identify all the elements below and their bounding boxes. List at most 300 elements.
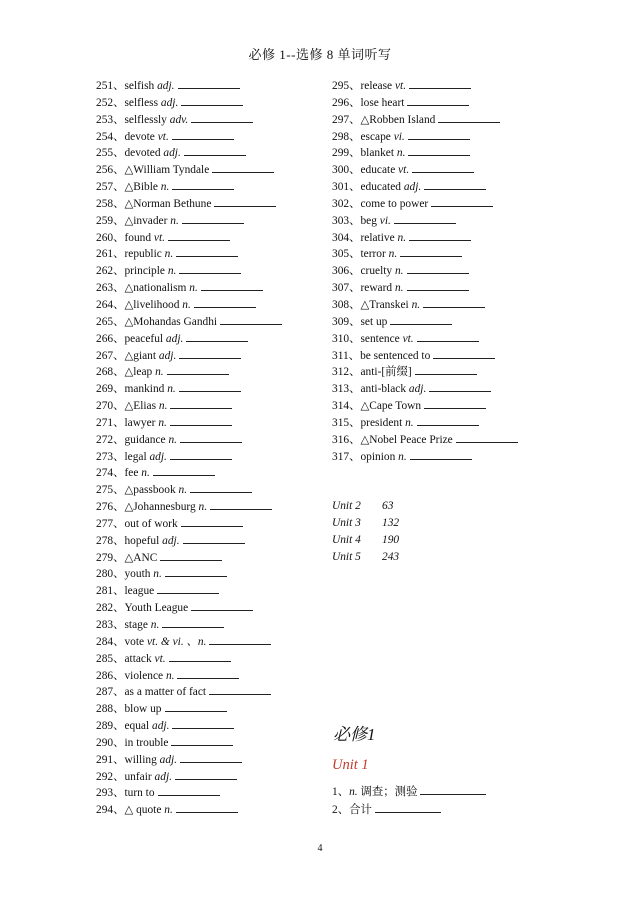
word-item: [96, 246, 326, 263]
part-of-speech: adj.: [157, 80, 175, 92]
item-word: violence: [124, 669, 164, 682]
item-word: △nationalism: [124, 282, 187, 295]
answer-blank-line: [410, 449, 472, 460]
item-word: release: [360, 80, 393, 92]
word-item: [332, 398, 562, 415]
word-item: [96, 516, 326, 533]
answer-blank-line: [165, 701, 227, 712]
item-word: terror: [360, 248, 386, 261]
item-word: unfair: [124, 770, 152, 783]
unit-name: Unit 3: [332, 517, 361, 529]
item-word: fee: [124, 467, 139, 480]
word-item: [96, 263, 326, 280]
part-of-speech: vt.: [402, 332, 414, 345]
word-item: [332, 297, 562, 314]
answer-blank-line: [407, 280, 469, 291]
item-word: △livelihood: [124, 298, 180, 311]
word-item: [96, 196, 326, 213]
part-of-speech: vi.: [379, 214, 391, 227]
word-item: [96, 78, 326, 95]
item-word: republic: [124, 248, 162, 261]
part-of-speech: adj.: [159, 753, 178, 766]
item-number: 288、: [96, 703, 125, 716]
item-word: peaceful: [124, 332, 164, 345]
word-item: [96, 162, 326, 179]
answer-blank-line: [162, 617, 224, 628]
unit1-item-list: [332, 783, 486, 819]
item-number: 281、: [96, 585, 125, 598]
unit-name: Unit 4: [332, 534, 361, 546]
item-word: guidance: [124, 433, 166, 446]
item-word: lose heart: [360, 96, 405, 109]
word-item: [332, 381, 562, 398]
answer-blank-line: [429, 381, 491, 392]
item-number: 275、: [96, 484, 125, 497]
item-number: 312、: [332, 366, 361, 379]
book-title: 必修1: [333, 725, 376, 744]
item-number: 1、: [332, 786, 350, 798]
item-number: 252、: [96, 96, 125, 109]
word-item: [96, 449, 326, 466]
word-item: [332, 213, 562, 230]
answer-blank-line: [179, 381, 241, 392]
item-number: 279、: [96, 551, 125, 564]
part-of-speech: n.: [155, 366, 164, 379]
word-item: [332, 348, 562, 365]
item-number: 303、: [332, 214, 361, 227]
answer-blank-line: [172, 179, 234, 190]
word-item: [96, 499, 326, 516]
part-of-speech: n.: [396, 147, 406, 160]
item-word: △William Tyndale: [124, 164, 210, 177]
item-number: 268、: [96, 366, 125, 379]
item-word: selfish: [124, 80, 155, 92]
item-word: out of work: [124, 517, 178, 530]
answer-blank-line: [407, 263, 469, 274]
part-of-speech: adj.: [149, 450, 167, 463]
item-number: 286、: [96, 669, 125, 682]
item-word: sentence: [360, 332, 400, 345]
answer-blank-line: [170, 415, 232, 426]
part-of-speech: adj.: [160, 96, 179, 109]
item-number: 299、: [332, 147, 361, 160]
item-word: president: [360, 416, 403, 429]
word-item: [96, 331, 326, 348]
word-item: [96, 718, 326, 735]
part-of-speech: n.: [411, 298, 421, 311]
answer-blank-line: [209, 634, 271, 645]
answer-blank-line: [433, 348, 495, 359]
item-word: blow up: [124, 703, 162, 716]
item-number: 300、: [332, 164, 361, 177]
part-of-speech: adj.: [158, 349, 177, 362]
page-header: 必修 1--选修 8 单词听写: [248, 47, 392, 62]
item-number: 261、: [96, 248, 125, 261]
part-of-speech: n.: [167, 265, 177, 278]
part-of-speech: n.: [189, 282, 198, 295]
answer-blank-line: [210, 499, 272, 510]
word-item: [332, 246, 562, 263]
word-item: [96, 634, 326, 651]
part-of-speech: vt.: [398, 164, 410, 177]
item-word: reward: [360, 282, 393, 295]
item-word: as a matter of fact: [124, 686, 207, 699]
part-of-speech: n.: [170, 214, 179, 227]
right-word-column: [332, 78, 562, 465]
item-number: 259、: [96, 214, 125, 227]
unit-name: Unit 5: [332, 551, 361, 563]
item-word: legal: [124, 450, 147, 463]
part-of-speech: n.: [158, 400, 168, 413]
item-word: anti-black: [360, 383, 407, 396]
word-item: [332, 314, 562, 331]
item-word: mankind: [124, 383, 165, 396]
word-item: [332, 230, 562, 247]
part-of-speech: adj.: [408, 383, 427, 396]
unit-title: Unit 1: [332, 757, 369, 773]
part-of-speech: n.: [160, 181, 170, 194]
part-of-speech: n.: [198, 501, 208, 514]
item-number: 251、: [96, 80, 125, 92]
answer-blank-line: [212, 162, 274, 173]
word-item: [96, 701, 326, 718]
word-item: [96, 112, 326, 129]
item-word: blanket: [360, 147, 395, 160]
item-number: 283、: [96, 619, 125, 631]
answer-blank-line: [415, 364, 477, 375]
answer-blank-line: [423, 297, 485, 308]
answer-blank-line: [170, 449, 232, 460]
word-item: [96, 752, 326, 769]
part-of-speech: n.: [394, 282, 404, 295]
word-item: [332, 263, 562, 280]
item-word: △Bible: [124, 181, 158, 194]
word-item: [332, 112, 562, 129]
item-number: 298、: [332, 130, 361, 143]
item-number: 317、: [332, 450, 361, 463]
word-item: [96, 600, 326, 617]
answer-blank-line: [168, 230, 230, 241]
answer-blank-line: [407, 95, 469, 106]
answer-blank-line: [190, 482, 252, 493]
part-of-speech: n.: [150, 619, 160, 631]
part-of-speech: n.: [164, 248, 174, 261]
item-number: 282、: [96, 602, 125, 615]
item-word: △Robben Island: [360, 113, 436, 126]
item-number: 253、: [96, 113, 125, 126]
answer-blank-line: [171, 735, 233, 746]
item-number: 311、: [332, 349, 361, 362]
item-number: 254、: [96, 130, 125, 143]
item-number: 272、: [96, 433, 125, 446]
part-of-speech: n.: [153, 568, 162, 581]
word-item: [332, 415, 562, 432]
answer-blank-line: [172, 718, 234, 729]
item-word: △Cape Town: [360, 400, 422, 413]
word-item: [332, 129, 562, 146]
page-number: 4: [317, 843, 323, 854]
answer-blank-line: [417, 331, 479, 342]
item-word: devoted: [124, 147, 161, 160]
item-number: 304、: [332, 231, 361, 244]
part-of-speech: n.: [165, 669, 175, 682]
part-of-speech: vt. & vi. 、n.: [146, 635, 207, 648]
word-item: [96, 381, 326, 398]
item-word: △leap: [124, 366, 153, 379]
word-item: [96, 297, 326, 314]
answer-blank-line: [169, 651, 231, 662]
item-word: △giant: [124, 349, 157, 362]
item-number: 305、: [332, 248, 361, 261]
part-of-speech: vt.: [394, 80, 407, 92]
item-number: 258、: [96, 197, 125, 210]
answer-blank-line: [186, 331, 248, 342]
word-item: [96, 684, 326, 701]
item-number: 277、: [96, 517, 125, 530]
item-word: attack: [124, 652, 152, 665]
left-word-column: [96, 78, 326, 819]
part-of-speech: n.: [405, 416, 414, 429]
answer-blank-line: [394, 213, 456, 224]
item-word: selflessly: [124, 113, 167, 126]
item-number: 294、: [96, 804, 125, 817]
item-number: 269、: [96, 383, 125, 396]
unit-summary-row: [332, 549, 399, 566]
item-number: 256、: [96, 164, 125, 177]
unit1-item: [332, 783, 486, 801]
answer-blank-line: [181, 95, 243, 106]
item-number: 274、: [96, 467, 125, 480]
item-word: opinion: [360, 450, 396, 463]
unit1-item: [332, 801, 486, 819]
item-word: Youth League: [124, 602, 189, 615]
unit-summary-row: [332, 532, 399, 549]
answer-blank-line: [438, 112, 500, 123]
item-word: △Transkei: [360, 298, 409, 311]
item-word: escape: [360, 130, 391, 143]
item-number: 267、: [96, 349, 125, 362]
word-item: [96, 230, 326, 247]
answer-blank-line: [400, 246, 462, 257]
answer-blank-line: [214, 196, 276, 207]
item-word: in trouble: [124, 736, 169, 749]
word-item: [96, 129, 326, 146]
unit-count: 243: [382, 551, 400, 563]
answer-blank-line: [160, 550, 222, 561]
answer-blank-line: [390, 314, 452, 325]
answer-blank-line: [456, 432, 518, 443]
item-word: △ quote: [124, 804, 162, 817]
answer-blank-line: [179, 348, 241, 359]
item-number: 308、: [332, 298, 361, 311]
answer-blank-line: [375, 802, 441, 813]
item-word: willing: [124, 753, 157, 766]
item-number: 280、: [96, 568, 125, 581]
item-number: 265、: [96, 315, 125, 328]
item-number: 295、: [332, 80, 361, 92]
item-number: 255、: [96, 147, 125, 160]
item-word: △Elias: [124, 400, 157, 413]
item-number: 276、: [96, 501, 125, 514]
item-word: educate: [360, 164, 396, 177]
item-word: be sentenced to: [360, 349, 431, 362]
answer-blank-line: [431, 196, 493, 207]
item-number: 314、: [332, 400, 361, 413]
answer-blank-line: [201, 280, 263, 291]
part-of-speech: n.: [182, 298, 191, 311]
item-word: △passbook: [124, 484, 176, 497]
item-number: 257、: [96, 181, 125, 194]
answer-blank-line: [412, 162, 474, 173]
answer-blank-line: [157, 583, 219, 594]
item-word: beg: [360, 214, 377, 227]
part-of-speech: adj.: [165, 332, 184, 345]
word-item: [96, 785, 326, 802]
word-item: [332, 162, 562, 179]
word-item: [332, 179, 562, 196]
answer-blank-line: [158, 785, 220, 796]
unit-name: Unit 2: [332, 500, 361, 512]
word-item: [96, 95, 326, 112]
word-item: [96, 550, 326, 567]
item-word: come to power: [360, 197, 429, 210]
item-meaning: 调查；测验: [360, 786, 418, 798]
item-number: 293、: [96, 787, 125, 800]
item-word: principle: [124, 265, 165, 278]
item-number: 307、: [332, 282, 361, 295]
word-item: [96, 617, 326, 634]
unit-summary-row: [332, 515, 399, 532]
word-item: [96, 735, 326, 752]
part-of-speech: vi.: [393, 130, 405, 143]
part-of-speech: n.: [141, 467, 150, 480]
item-number: 296、: [332, 96, 361, 109]
item-number: 271、: [96, 416, 125, 429]
word-item: [96, 348, 326, 365]
item-word: youth: [124, 568, 151, 581]
answer-blank-line: [424, 179, 486, 190]
item-number: 306、: [332, 265, 361, 278]
item-word: △Nobel Peace Prize: [360, 433, 453, 446]
word-item: [96, 145, 326, 162]
answer-blank-line: [153, 465, 215, 476]
answer-blank-line: [417, 415, 479, 426]
word-item: [332, 432, 562, 449]
answer-blank-line: [167, 364, 229, 375]
item-number: 264、: [96, 298, 125, 311]
answer-blank-line: [180, 432, 242, 443]
part-of-speech: n.: [398, 450, 407, 463]
item-word: devote: [124, 130, 155, 143]
item-meaning: 合计: [349, 804, 372, 816]
word-item: [96, 432, 326, 449]
item-number: 290、: [96, 736, 125, 749]
part-of-speech: vt.: [153, 231, 165, 244]
item-word: stage: [124, 619, 148, 631]
part-of-speech: vt.: [154, 652, 166, 665]
part-of-speech: n.: [158, 416, 167, 429]
part-of-speech: n.: [349, 786, 358, 798]
answer-blank-line: [191, 112, 253, 123]
answer-blank-line: [183, 533, 245, 544]
item-word: cruelty: [360, 265, 393, 278]
part-of-speech: adv.: [169, 113, 189, 126]
item-word: found: [124, 231, 152, 244]
answer-blank-line: [178, 78, 240, 89]
unit-count: 63: [382, 500, 394, 512]
word-item: [96, 769, 326, 786]
answer-blank-line: [172, 129, 234, 140]
answer-blank-line: [182, 213, 244, 224]
part-of-speech: n.: [168, 433, 178, 446]
item-number: 292、: [96, 770, 125, 783]
unit-summary-list: [332, 498, 399, 566]
item-word: relative: [360, 231, 395, 244]
word-item: [96, 651, 326, 668]
item-number: 263、: [96, 282, 125, 295]
item-number: 297、: [332, 113, 361, 126]
item-number: 273、: [96, 450, 125, 463]
item-number: 287、: [96, 686, 125, 699]
answer-blank-line: [179, 263, 241, 274]
item-word: educated: [360, 181, 401, 194]
word-item: [96, 533, 326, 550]
answer-blank-line: [220, 314, 282, 325]
part-of-speech: n.: [397, 231, 407, 244]
word-item: [96, 668, 326, 685]
item-number: 301、: [332, 181, 361, 194]
word-item: [96, 802, 326, 819]
item-word: lawyer: [124, 416, 156, 429]
word-item: [96, 465, 326, 482]
word-item: [332, 280, 562, 297]
answer-blank-line: [184, 145, 246, 156]
answer-blank-line: [181, 516, 243, 527]
word-item: [96, 179, 326, 196]
word-item: [96, 213, 326, 230]
answer-blank-line: [191, 600, 253, 611]
word-item: [96, 482, 326, 499]
item-number: 2、: [332, 804, 350, 816]
part-of-speech: n.: [164, 804, 173, 817]
item-number: 284、: [96, 635, 125, 648]
item-number: 315、: [332, 416, 361, 429]
word-item: [96, 364, 326, 381]
item-number: 302、: [332, 197, 361, 210]
item-number: 260、: [96, 231, 125, 244]
answer-blank-line: [170, 398, 232, 409]
word-item: [96, 314, 326, 331]
word-item: [332, 78, 562, 95]
item-number: 313、: [332, 383, 361, 396]
item-word: set up: [360, 315, 388, 328]
word-item: [96, 583, 326, 600]
item-number: 291、: [96, 753, 125, 766]
word-item: [332, 196, 562, 213]
word-item: [332, 364, 562, 381]
item-word: equal: [124, 720, 150, 733]
word-item: [96, 280, 326, 297]
item-word: anti-[前缀]: [360, 366, 412, 379]
answer-blank-line: [408, 129, 470, 140]
item-number: 309、: [332, 315, 361, 328]
part-of-speech: n.: [178, 484, 188, 497]
part-of-speech: adj.: [162, 534, 180, 547]
word-item: [96, 415, 326, 432]
answer-blank-line: [176, 246, 238, 257]
item-word: △ANC: [124, 551, 158, 564]
item-number: 270、: [96, 400, 125, 413]
